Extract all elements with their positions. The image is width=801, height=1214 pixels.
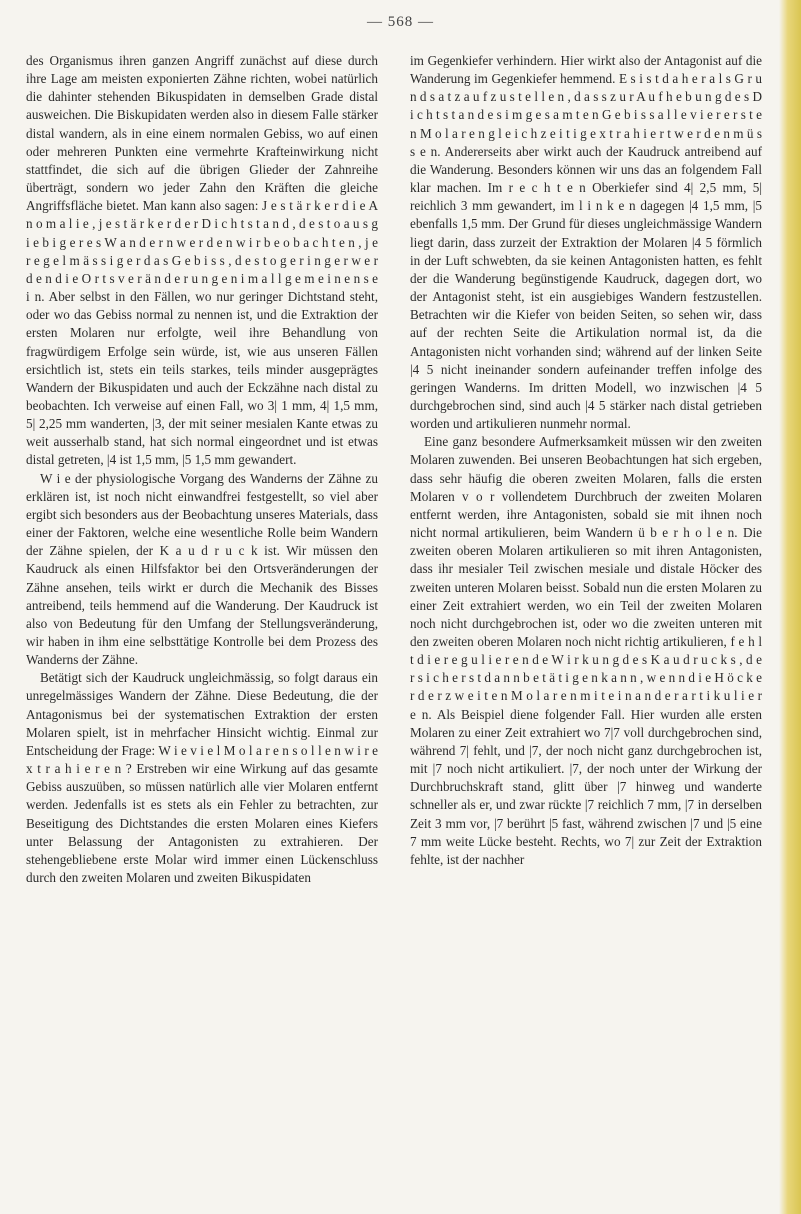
paragraph: Eine ganz besondere Aufmerksamkeit müssen wir den zweiten Molaren zuwenden. Bei unseren Beobachtungen hat sich ergeben, dass sehr häufig die oberen zweiten Molaren, falls die ersten Molaren v o r vollendetem Durchbruch der zweiten Molaren entfernt werden, ihre Antagonisten, sobald sie mit ihnen noch nicht normal artikulieren, beim Wandern ü b e r h o l e n. Die zweiten oberen Molaren artikulieren so mit ihren Antagonisten, dass ihr mesialer Teil zwischen mesiale und distale Höcker des zweiten unteren Molaren beisst. Sobald nun die ersten Molaren zu einer Zeit extrahiert werden, wo ein Teil der zweiten Molaren noch nicht durchgebrochen ist, oder wo die zweiten unteren mit den zweiten oberen Molaren noch nicht richtig artikulieren, f e h l t d i e r e g u l i e r e n d e W i r k u n g d e s K a u d r u c k s , d e r s i c h e r s t d a n n b e t ä t i g e n k a n n , w e n n d i e H ö c k e r d e r z w e i t e n M o l a r e n m i t e i n a n d e r a r t i k u l i e r e n. Als Beispiel diene folgender Fall. Hier wurden alle ersten Molaren zu einer Zeit extrahiert wo 7|7 voll durchgebrochen sind, während 7| fehlt, und |7, der noch nicht ganz durchgebrochen ist, mit |7 noch nicht artikuliert. |7, der noch unter der Wirkung der Durchbruchskraft stand, glitt über |7 hinweg und wanderte schneller als er, und zwar rückte |7 reichlich 7 mm, |7 in derselben Zeit 3 mm vor, |7 berührt |5 fast, während zwischen |7 und |5 eine 7 mm weite Lücke besteht. Rechts, wo 7| zur Zeit der Extraktion fehlte, ist der nachher — [410, 434, 762, 867]
paragraph: des Organismus ihren ganzen Angriff zunächst auf diese durch ihre Lage am meisten exponierten Zähne richten, wobei natürlich die dahinter stehenden Bikuspidaten in demselben Grade distal ausweichen. Die Biskupidaten werden also in diesem Falle stärker distal wandern, als in eine einem normalen Gebiss, wo auf einen oder mehreren Punkten eine vermehrte Krafteinwirkung nicht stattfindet, die sich auf die übrigen Glieder der Zahnreihe überträgt, sondern wo jeder Zahn den Kräften die gleiche Angriffsfläche bietet. Man kann also sagen: J e s t ä r k e r d i e A n o m a l i e , j e s t ä r k e r d e r D i c h t s t a n d , d e s t o a u s g i e b i g e r e s W a n d e r n w e r d e n w i r b e o b a c h t e n , j e r e g e l m ä s s i g e r d a s G e b i s s , d e s t o g e r i n g e r w e r d e n d i e O r t s v e r ä n d e r u n g e n i m a l l g e m e i n e n s e i n. Aber selbst in den Fällen, wo nur geringer Dichtstand steht, oder wo das Gebiss normal zu nennen ist, und die Extraktion der ersten Molaren nur erfolgte, weil ihre Behandlung von fragwürdigem Erfolge sein würde, ist, wie aus unseren Fällen ersichtlich ist, stets ein teils starkes, teils minder ausgeprägtes Wandern der Bikuspidaten und auch der Eckzähne nach distal zu beobachten. Ich verweise auf einen Fall, wo 3| 1 mm, 4| 1,5 mm, 5| 2,25 mm wanderten, |3, der mit seiner mesialen Kante etwas zu weit ausserhalb stand, hat sich normal eingeordnet und ist etwas distal getreten, |4 ist 1,5 mm, |5 1,5 mm gewandert. — [26, 53, 378, 468]
page-number: — 568 — — [367, 14, 434, 30]
paragraph: W i e der physiologische Vorgang des Wanderns der Zähne zu erklären ist, ist noch nicht einwandfrei festgestellt, so viel aber ergibt sich besonders aus der Beobachtung unseres Materials, dass einer der Faktoren, welche eine wesentliche Rolle beim Wandern der Zähne spielen, der K a u d r u c k ist. Wir müssen den Kaudruck als einen Hilfsfaktor bei den Ortsveränderungen der Zähne ansehen, teils wirkt er durch die Mechanik des Bisses antreibend, teils hemmend auf die Wanderung. Der Kaudruck ist also von Bedeutung für den Umfang der Stellungsveränderung, wir haben in ihm eine selbsttätige Kontrolle bei dem Prozess des Wanderns der Zähne. — [26, 470, 378, 668]
paragraph: im Gegenkiefer verhindern. Hier wirkt also der Antagonist auf die Wanderung im Gegenkiefer hemmend. E s i s t d a h e r a l s G r u n d s a t z a u f z u s t e l l e n , d a s s z u r A u f h e b u n g d e s D i c h t s t a n d e s i m g e s a m t e n G e b i s s a l l e v i e r e r s t e n M o l a r e n g l e i c h z e i t i g e x t r a h i e r t w e r d e n m ü s s e n. Andererseits aber wirkt auch der Kaudruck antreibend auf die Wanderung. Besonders können wir uns das an folgendem Fall klar machen. Im r e c h t e n Oberkiefer sind 4| 2,5 mm, 5| reichlich 3 mm gewandert, im l i n k e n dagegen |4 1,5 mm, |5 ebenfalls 1,5 mm. Der Grund für dieses ungleichmässige Wandern liegt darin, dass zurzeit der Extraktion der Molaren |4 5 förmlich in der Luft schwebten, da sie keinen Antagonisten hatten, es fehlt der die Wanderung begünstigende Kaudruck, dagegen dort, wo der Antagonist steht, ist ein ausgiebiges Wandern festzustellen. Betrachten wir die Kiefer von beiden Seiten, so sehen wir, dass auf der rechten Seite die Artikulation normal ist, da die Antagonisten nicht vorhanden sind; während auf der linken Seite |4 5 nicht ineinander sondern aufeinander treffen infolge des geringen Wanderns. Im dritten Modell, wo inzwischen |4 5 durchgebrochen sind, sind auch |4 5 stärker nach distal getrieben worden und artikulieren nunmehr normal. — [410, 53, 762, 432]
left-column — [26, 52, 378, 887]
page-edge-shadow — [779, 0, 801, 1214]
right-column — [410, 52, 762, 869]
paragraph: Betätigt sich der Kaudruck ungleichmässig, so folgt daraus ein unregelmässiges Wandern der Zähne. Diese Bedeutung, die der Antagonismus bei der systematischen Extraktion der ersten Molaren spielt, ist in mehrfacher Hinsicht wichtig. Einmal zur Entscheidung der Frage: W i e v i e l M o l a r e n s o l l e n w i r e x t r a h i e r e n ? Erstreben wir eine Wirkung auf das gesamte Gebiss auszuüben, so müssen natürlich alle vier Molaren entfernt werden. Jedenfalls ist es stets als ein Fehler zu betrachten, zur Beseitigung des Dichtstandes die ersten Molaren eines Kiefers unter Belassung der Antagonisten zu extrahieren. Der stehengebliebene erste Molar wird immer einen Lückenschluss durch den zweiten Molaren und zweiten Bikuspidaten — [26, 670, 378, 886]
